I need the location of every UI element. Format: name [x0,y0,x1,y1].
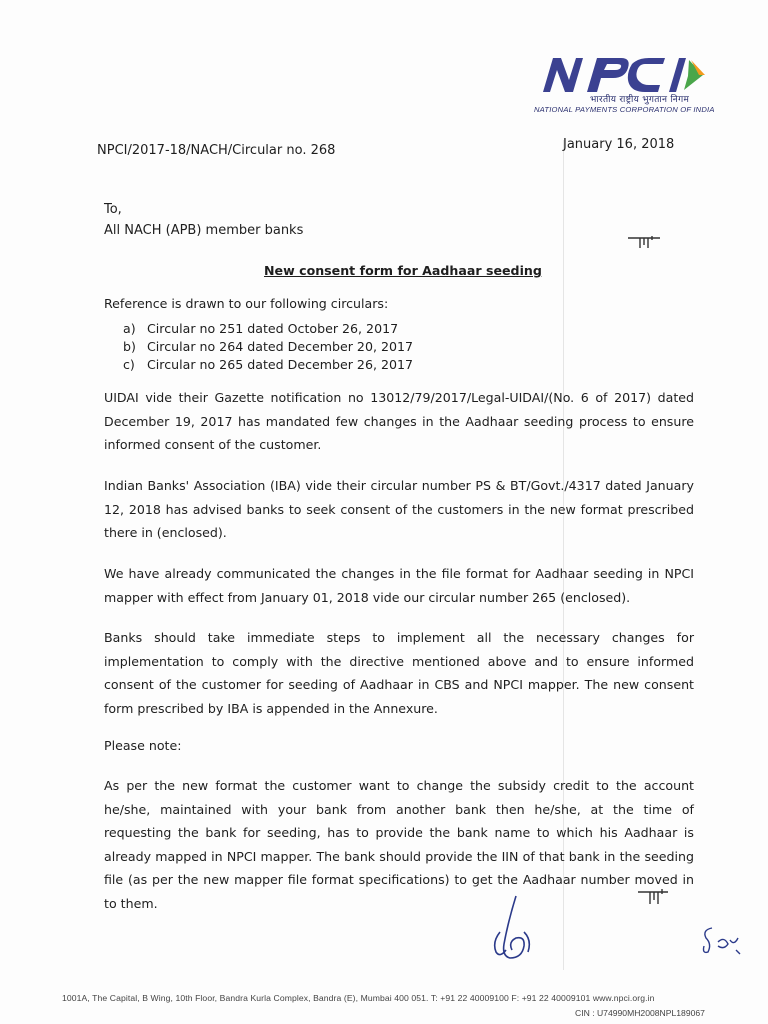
paragraph-banks-action: Banks should take immediate steps to implement all the necessary changes for implementation to comply with the directive mentioned above and to ensure informed consent of the customer for seeding of Aadhaar in CBS and NPCI mapper. The new consent form prescribed by IBA is appended in the Annexure. [104,630,694,716]
footer-cin: CIN : U74990MH2008NPL189067 [575,1008,705,1018]
logo-english-text: NATIONAL PAYMENTS CORPORATION OF INDIA [534,105,715,114]
npci-wordmark-icon [535,52,735,96]
recipients: All NACH (APB) member banks [104,223,304,238]
paragraph-file-format: We have already communicated the changes in the file format for Aadhaar seeding in NPCI mapper with effect from January 01, 2018 vide our circular number 265 (enclosed). [104,566,694,605]
paragraph-uidai: UIDAI vide their Gazette notification no 13012/79/2017/Legal-UIDAI/(No. 6 of 2017) dated December 19, 2017 has mandated few changes in the Aadhaar seeding process to ensure informed consent of the customer. [104,390,694,452]
list-item: b) Circular no 264 dated December 20, 2017 [123,339,414,354]
scan-stamp-mark [626,232,662,250]
references-list [123,320,413,374]
paragraph-subsidy: As per the new format the customer want to change the subsidy credit to the account he/she, maintained with your bank from another bank then he/she, at the time of requesting the bank for seeding, has to provide the bank name to which his Aadhaar is already mapped in NPCI mapper. The bank should provide the IIN of that bank in the seeding file (as per the new mapper file format specifications) to get the Aadhaar number moved in to them. [104,778,694,911]
note-heading: Please note: [104,738,182,753]
paragraph-iba: Indian Banks' Association (IBA) vide their circular number PS & BT/Govt./4317 dated January 12, 2018 has advised banks to seek consent of the customers in the new format prescribed there in (enclosed). [104,478,694,540]
list-item: a) Circular no 251 dated October 26, 2017 [123,321,399,336]
salutation-to: To, [104,202,122,217]
list-item: c) Circular no 265 dated December 26, 2017 [123,357,414,372]
initials-icon [698,920,744,960]
circular-date: January 16, 2018 [563,137,675,152]
footer-address: 1001A, The Capital, B Wing, 10th Floor, Bandra Kurla Complex, Bandra (E), Mumbai 400 051. T: +91 22 40009100 F: +91 22 40009101 www.npci.org.in [62,993,655,1003]
references-intro: Reference is drawn to our following circulars: [104,296,389,311]
subject-line: New consent form for Aadhaar seeding [264,263,542,278]
scan-stamp-mark [636,886,670,906]
circular-reference: NPCI/2017-18/NACH/Circular no. 268 [97,143,336,158]
logo-hindi-text: भारतीय राष्ट्रीय भुगतान निगम [590,95,690,105]
signature-icon [478,892,548,972]
